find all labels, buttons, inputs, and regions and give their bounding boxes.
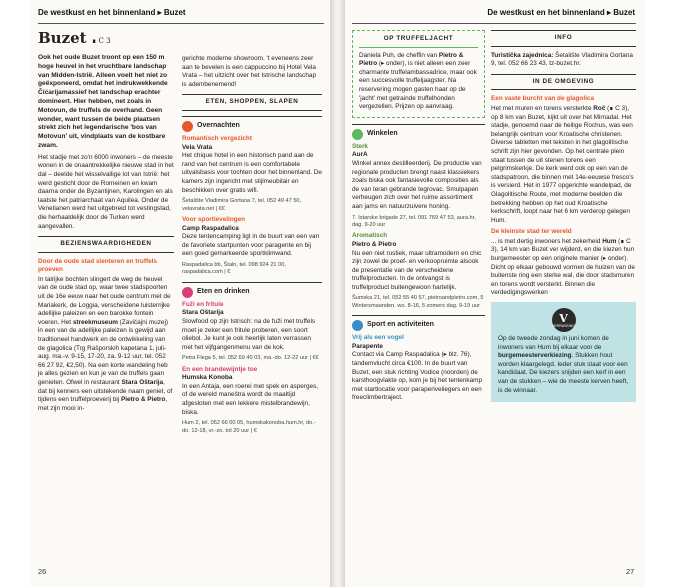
hum-map-ref: (∎ C 3) bbox=[491, 237, 631, 254]
entry-text: Slowfood op zijn Istrisch: na de fuži met truffels moet je zeker een fritule proberen, een soort oliebol. Je kunt je ook heerlijk laten verrassen met het vijfgangenmenu van de kok. bbox=[182, 317, 316, 351]
surprise-badge-icon bbox=[552, 308, 576, 332]
header-rule-left bbox=[38, 23, 324, 24]
sights-text-b: (Zavičajni muzej) in een van de adellijke paleizen is gewijd aan traditioneel handwerk en de ontwikkeling van de glagolica (Trg Rašporskih kapetana 1, juli-aug. ma.-v. 9-15, 17-20, za. 9-12 uur, tel. 052 66 27 92, €2,50). Na een korte wandeling heb je alles gezien en kun je van de truffels gaan genieten. Ofwel in restaurant bbox=[38, 318, 169, 387]
entry-text: Contact via Camp Raspadalica (▸ blz. 76), tandemvlucht circa €100. In de buurt van Buzet, een stuk richting Vodice (noorden) de karsthoogvlakte op, kom je bij het tentenkamp met startlocatie voor paraperiveliegers en een freeclimbertraject. bbox=[352, 351, 483, 402]
sights-paragraph bbox=[38, 276, 174, 414]
shop-name: Pietro & Pietro bbox=[121, 396, 166, 404]
entry-text: Winkel annex destilleerderij. De productie van regionale producten brengt naast klassiekers zoals biska ook fantasievolle composities als de van teran gebrande tegrovac. Smulpapen verheugen zich over het ruime assortiment aan jams en natuurzuivere honing. bbox=[352, 159, 482, 210]
section-heading-info: INFO bbox=[491, 30, 636, 47]
column-3 bbox=[352, 30, 485, 406]
category-label: Overnachten bbox=[197, 122, 240, 130]
category-label: Eten en drinken bbox=[197, 287, 250, 295]
category-winkelen bbox=[352, 124, 485, 143]
badge-caption: VERRASSING bbox=[552, 323, 575, 328]
title-text: Buzet bbox=[38, 29, 87, 47]
running-header-left: De westkust en het binnenland ▸ Buzet bbox=[38, 8, 186, 17]
entry-text: Nu een niet rustiek, maar ultramodern en chic zijn zowel de proef- en verkoopruimte alsook de presentatie van de verscheidene truffelproducten. In de ontvangst is truffelproduct buitengewoon hartelijk. bbox=[352, 249, 482, 291]
tip-text bbox=[359, 52, 478, 112]
roc-text-a: Het met muren en torens versterkte bbox=[491, 104, 592, 112]
entry-name: Humska Konoba bbox=[182, 374, 233, 382]
roc-map-ref: (∎ C 3) bbox=[607, 104, 628, 112]
bed-icon bbox=[182, 121, 193, 132]
entry-address: 7. Istarske brigade 27, tel. 091 769 47 53, aura.hr, dag. 9-20 uur bbox=[352, 214, 476, 228]
surprise-highlight: burgemeesterverkiezing bbox=[498, 352, 572, 360]
sights-text-c: , dat bij kenners een uitstekende naam geniet, of tijdens een truffelproeverij bij bbox=[38, 379, 173, 404]
entry-text bbox=[491, 238, 636, 298]
page-number-right: 27 bbox=[626, 567, 635, 576]
info-text: Šetalište Vladimira Gortana 9, tel. 052 66 23 43, tz-buzet.hr. bbox=[491, 51, 633, 68]
map-reference: ∎ C 3 bbox=[91, 37, 111, 45]
lead-paragraph: Ook het oude Buzet troont op een 150 m hoge heuvel in het vruchtbare landschap van Midden-Istrië. Alleen voelt het niet zo geëxponeerd, omdat het indrukwekkende Čićarijamassief het landschap erachter domineert. Hier hebben, net zoals in Motovun, de truffels de overhand. Geen wonder, want tussen de beide plaatsen strekt zich het legendarische 'bos van Motovun' uit, vindplaats van de kostbare zwam. bbox=[38, 54, 168, 149]
column-2 bbox=[182, 55, 322, 438]
column-1 bbox=[38, 30, 174, 416]
page-number-left: 26 bbox=[38, 567, 47, 576]
entry-heading: Sterk bbox=[352, 142, 368, 150]
restaurant-name: Stara Oštarija bbox=[121, 379, 164, 387]
cutlery-icon bbox=[182, 287, 193, 298]
tip-shop-name: Pietro & Pietro bbox=[359, 51, 464, 68]
activity-icon bbox=[352, 320, 363, 331]
roc-text-b: , op 8 km van Buzet, kijkt uit over het Mirnadal. Het stadje, genoemd naar de heilige Rochus, was een belangrijk centrum voor Kroatische christenen. Diverse tabletten met teksten in het glagolitische schrift zijn hier gevonden. Op het centrale plein staat tussen de uit stenen torens een pelgrimskerkje. De kerk werd ook op een van de stadspatroon, die binnen met 14e-eeuwse fresco's is versierd. Het in 1977 opgerichte wandelpad, de Glagolitische Route, met moderne beelden die betrekking hebben op het oud Kroatische kerkschrift, loopt naar het 6 km verderop gelegen Hum. bbox=[491, 104, 634, 224]
entry-text bbox=[491, 105, 636, 225]
tip-heading: OP TRUFFELJACHT bbox=[359, 35, 478, 48]
entry-heading: Een vaste burcht van de glagolica bbox=[491, 95, 594, 103]
running-header-right: De westkust en het binnenland ▸ Buzet bbox=[487, 8, 635, 17]
category-label: Winkelen bbox=[367, 129, 398, 137]
info-paragraph bbox=[491, 52, 636, 69]
entry-text: Deze tentencamping ligt in de buurt van een van de favoriete startpunten voor paragente en bij een goed gemarkeerde sportklimwand. bbox=[182, 233, 320, 258]
subheading-old-town: Door de oude stad slenteren en truffels proeven bbox=[38, 257, 157, 274]
surprise-text bbox=[498, 335, 629, 395]
hum-name: Hum bbox=[602, 237, 617, 245]
column-4 bbox=[491, 30, 636, 402]
section-heading-surroundings: IN DE OMGEVING bbox=[491, 74, 636, 91]
page-title bbox=[38, 30, 174, 50]
category-overnachten bbox=[182, 116, 322, 135]
sights-text-d: , met zijn mooi in- bbox=[38, 396, 168, 412]
museum-name: streekmuseum bbox=[72, 318, 118, 326]
info-name: Turistička zajednica: bbox=[491, 51, 554, 59]
book-gutter bbox=[330, 0, 345, 587]
entry-address: Šumska 21, tel. 052 55 40 57, pietroandpietro.com, 5 Wintersmaanden. wo. 8-16, 5 zomers dag. 9-19 uur bbox=[352, 295, 484, 309]
section-heading-sights: BEZIENSWAARDIGHEDEN bbox=[38, 236, 174, 253]
section-heading-eat-shop-sleep: ETEN, SHOPPEN, SLAPEN bbox=[182, 94, 322, 111]
entry-heading: Aromatisch bbox=[352, 232, 388, 240]
tip-text-b: (▸ onder), is niet alleen een zeer charmante truffelambassadrice, maar ook een succesvolle truffeljaagster. Na reservering mogen gasten haar op de 'jacht' met getrainde truffelhonden vergezellen. Prijzen op aanvraag. bbox=[359, 60, 477, 111]
surprise-box bbox=[491, 302, 636, 402]
header-rule-right bbox=[352, 23, 636, 24]
tip-text-a: Daniela Puh, de cheffin van bbox=[359, 51, 438, 59]
surprise-text-a: Op de tweede zondag in juni komen de inwoners van Hum bij elkaar voor de bbox=[498, 335, 609, 351]
entry-heading: Voor sportievelingen bbox=[182, 215, 246, 223]
shopping-bag-icon bbox=[352, 129, 363, 140]
entry-text: In een Antaja, een roerei met spek en asperges, of de wereld maneštra wordt de maaltijd afgesloten met een lekkere mistelbrandewijn, biska. bbox=[182, 382, 319, 416]
entry-heading: De kleinste stad ter wereld bbox=[491, 228, 572, 236]
hum-text-b: , 14 km van Buzet ver wijderd, en die kiezen hun burgemeester op een originele manier (▸ onder). Dicht op elkaar gebouwd vormen de huizen van de buitenste ring een sterke wal, die door stadsmuren en torens wordt versterkt. Binnen die verdedigingswerken bbox=[491, 246, 635, 297]
entry-address: Raspadalica bb, Štaln, tel. 098 924 21 00, raspadalica.com | € bbox=[182, 261, 286, 276]
category-eten-en-drinken bbox=[182, 282, 322, 301]
entry-name: AurA bbox=[352, 151, 368, 159]
category-sport bbox=[352, 315, 485, 334]
entry-text: Het chique hotel in een historisch pand aan de rand van het centrum is een comfortabele uitvalsbasis voor tochten door het binnenland. De kamers zijn ingericht met stijlmeubilair en beschikken over gratis wifi. bbox=[182, 152, 322, 194]
category-label: Sport en activiteiten bbox=[367, 321, 434, 329]
entry-name: Camp Raspadalica bbox=[182, 224, 239, 232]
body-paragraph: Het stadje met zo'n 6000 inwoners – de meeste wonen in de onaantrekkelijke nieuwe stad in het dal – deelde het wisselvallige lot van Istrië: het werd gesticht door de Romeinen en kwam daarna onder de Byzantijnen, Karolingen en als laatste het patriarchaat van Aquilea. Onder de Venetianen werd het uitgebreid tot vestingstad, die herhaaldelijk door de Turken werd aangevallen. bbox=[38, 153, 174, 230]
entry-heading: Fuži en fritule bbox=[182, 300, 224, 308]
badge-letter: V bbox=[559, 311, 568, 325]
entry-address: Hum 2, tel. 052 66 00 05, humskakonoba.hum.hr, do.-do. 12-18, vr.-zo. tot 20 uur | € bbox=[182, 420, 316, 434]
entry-heading: Vrij als een vogel bbox=[352, 334, 404, 342]
entry-address: Šetalište Vladimira Gortana 7, tel. 052 49 47 50, velavrata.net | €€ bbox=[182, 198, 302, 212]
entry-name: Vela Vrata bbox=[182, 143, 213, 151]
hum-text-a: ... is met dertig inwoners het zekerheid bbox=[491, 237, 601, 245]
surprise-text-b: . Stukken hout worden klaargelegd. Ieder stuk staat voor een kandidaat. De kiezers snijden een kerf in een van de stukken – wie de meeste kerven heeft, is de winnaar. bbox=[498, 352, 629, 394]
entry-heading: En een brandewijntje toe bbox=[182, 365, 258, 373]
tip-box-truffle-hunt bbox=[352, 30, 485, 118]
entry-heading: Romantisch vergezicht bbox=[182, 134, 252, 142]
sights-text-a: In talrijke bochten slingert de weg de heuvel van de oude stad op, waar twee stadspoorten uit de 16e eeuw naar het oude centrum met de Mariakerk, de Loggia, verscheidene luisterrijke adellijke paleizen en een barokke fontein voeren. Het bbox=[38, 275, 171, 326]
entry-address: Petra Flega 5, tel. 052 69 40 03, ma.-do. 12-22 uur | €€ bbox=[182, 355, 319, 362]
continued-paragraph: gerichte moderne showroom. 't eveneens zeer aan te bevelen is een cappuccino bij Hotel Vela Vrata – het uitzicht over het Istrische landschap is adembenemend! bbox=[182, 55, 317, 88]
entry-name: Parapente bbox=[352, 342, 383, 350]
roc-name: Roč bbox=[593, 104, 606, 112]
entry-name: Stara Oštarija bbox=[182, 309, 224, 317]
entry-name: Pietro & Pietro bbox=[352, 240, 397, 248]
